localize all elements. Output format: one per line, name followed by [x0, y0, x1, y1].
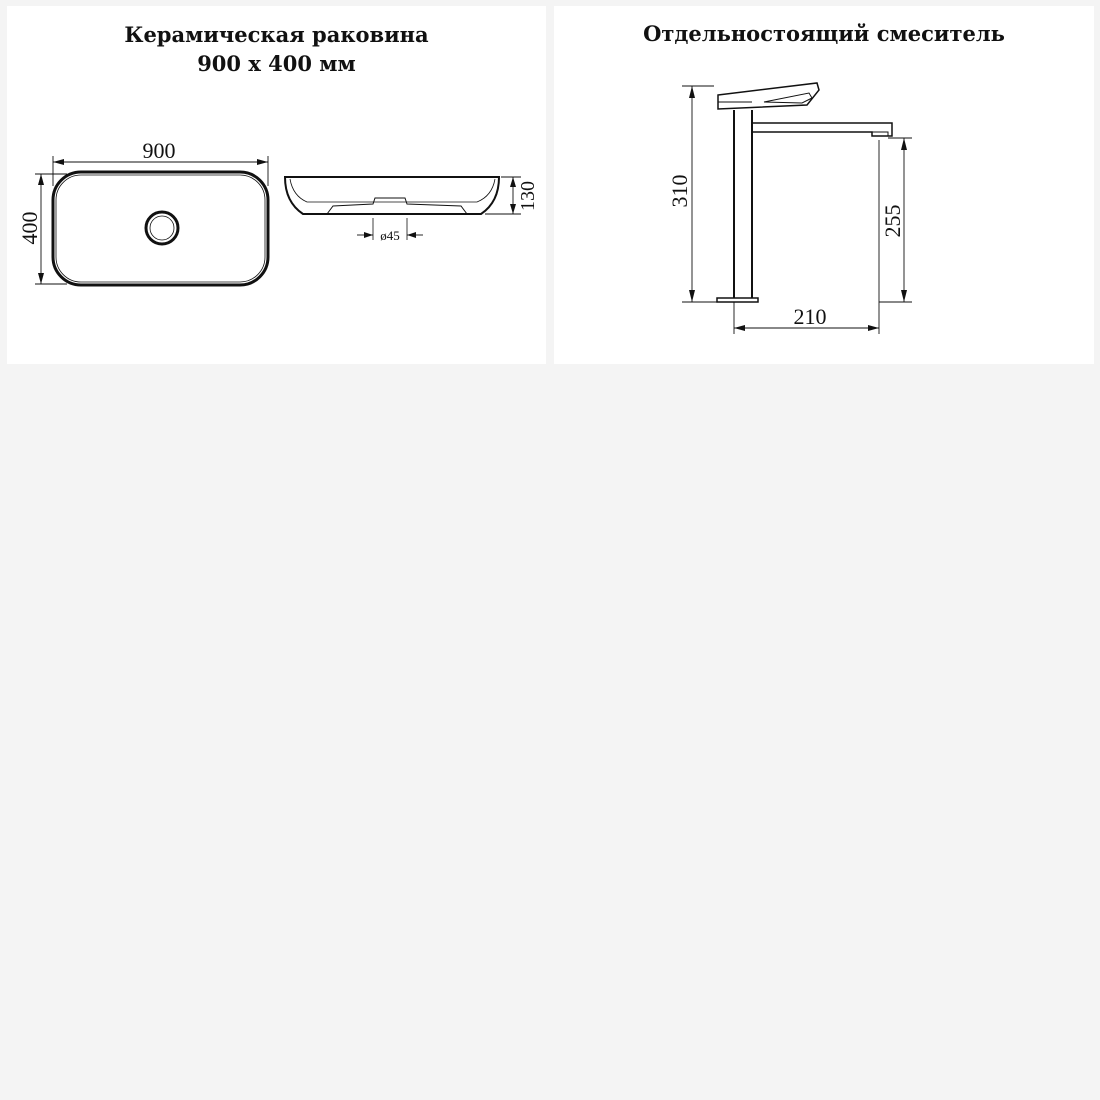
faucet-total-height-label: 310	[667, 174, 692, 208]
sink-side-outline	[285, 177, 499, 214]
drain-arrow-left	[364, 232, 373, 238]
width-arrow-right	[257, 159, 268, 165]
sink-width-label: 900	[142, 138, 176, 163]
spout-height-arrow-bottom	[901, 290, 907, 302]
sink-top-outline	[53, 172, 268, 285]
sink-side-bowl-line	[290, 179, 495, 202]
sink-height-label: 400	[17, 211, 42, 245]
total-height-arrow-top	[689, 86, 695, 98]
sink-title-line1: Керамическая раковина	[124, 22, 429, 47]
sink-drain-label: ø45	[380, 228, 400, 243]
drain-inner-ring	[150, 216, 174, 240]
faucet-spout-height-label: 255	[880, 204, 905, 238]
depth-arrow-top	[510, 177, 516, 187]
faucet-title: Отдельностоящий смеситель	[643, 21, 1005, 46]
faucet-handle-slot	[764, 93, 812, 103]
reach-arrow-right	[868, 325, 879, 331]
sink-drawing-panel	[7, 6, 546, 364]
height-arrow-bottom	[38, 273, 44, 284]
faucet-spout	[752, 123, 892, 136]
reach-arrow-left	[734, 325, 745, 331]
depth-arrow-bottom	[510, 204, 516, 214]
sink-top-inner-rim	[56, 175, 265, 282]
sink-side-base	[327, 198, 467, 214]
height-arrow-top	[38, 174, 44, 185]
sink-title-line2: 900 х 400 мм	[197, 51, 356, 76]
faucet-base	[717, 298, 758, 302]
total-height-arrow-bottom	[689, 290, 695, 302]
spout-height-arrow-top	[901, 138, 907, 150]
faucet-drawing	[554, 6, 1094, 364]
drain-top-view	[146, 212, 178, 244]
sink-drawing	[7, 6, 546, 364]
sink-depth-label: 130	[517, 181, 539, 211]
faucet-handle	[718, 83, 819, 109]
faucet-drawing-panel	[554, 6, 1094, 364]
faucet-reach-label: 210	[793, 304, 827, 329]
width-arrow-left	[53, 159, 64, 165]
drain-arrow-right	[407, 232, 416, 238]
